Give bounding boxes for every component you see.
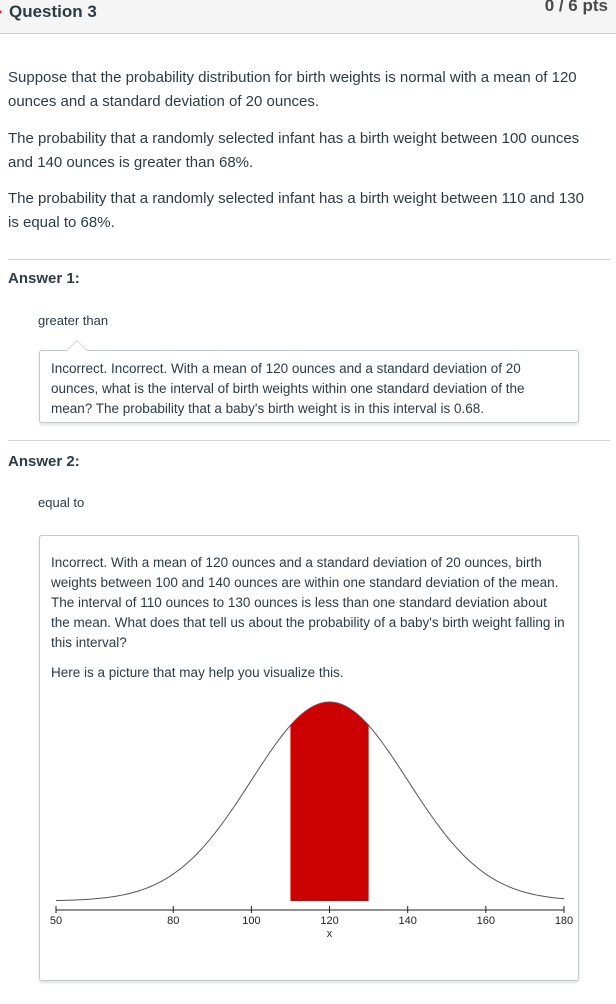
x-tick-label-160: 160 <box>476 915 496 927</box>
x-tick-label-120: 120 <box>320 915 339 927</box>
x-tick-label-80: 80 <box>167 915 180 927</box>
x-tick-label-180: 180 <box>554 915 574 927</box>
answer-2-feedback-hint: Here is a picture that may help you visualize this. <box>51 665 344 680</box>
x-axis-label: x <box>326 928 333 940</box>
incorrect-marker-icon <box>0 6 2 18</box>
answer-2-feedback-text: Incorrect. With a mean of 120 ounces and a standard deviation of 20 ounces, birth weights between 100 and 140 ounces are within one standard deviation of the mean. The interval of 110 ounces to 130 ounces is less than one standard deviation about the mean. What does that tell us about the probability of a baby's birth weight falling in this interval? <box>51 555 565 650</box>
normal-distribution-chart <box>49 696 574 952</box>
question-points: 0 / 6 pts <box>544 0 608 15</box>
answer-1-feedback <box>39 350 579 423</box>
question-paragraph-2: The probability that a randomly selected infant has a birth weight between 100 ounces and 140 ounces is greater than 68%. <box>8 130 580 171</box>
question-paragraph-1: Suppose that the probability distribution for birth weights is normal with a mean of 120 ounces and a standard deviation of 20 ounces. <box>8 69 577 110</box>
answer-2-feedback <box>39 535 579 981</box>
divider <box>8 259 610 260</box>
normal-curve-svg <box>49 696 574 952</box>
x-tick-label-50: 50 <box>49 915 63 927</box>
question-title: Question 3 <box>9 2 97 21</box>
answer-1-label: Answer 1: <box>8 270 80 287</box>
callout-arrow-fill <box>67 341 87 351</box>
question-paragraph-3: The probability that a randomly selected infant has a birth weight between 110 and 130 is equal to 68%. <box>8 190 584 231</box>
question-header <box>0 0 616 34</box>
answer-1-value: greater than <box>38 313 109 328</box>
x-tick-label-100: 100 <box>242 915 261 927</box>
answer-2-label: Answer 2: <box>8 453 80 470</box>
x-tick-label-140: 140 <box>398 915 417 927</box>
answer-2-value: equal to <box>38 495 85 510</box>
answer-1-feedback-text: Incorrect. Incorrect. With a mean of 120 ounces and a standard deviation of 20 ounces, what is the interval of birth weights within one standard deviation of the mean? The probability that a baby's birth weight is in this interval is 0.68. <box>51 361 525 416</box>
divider <box>8 440 610 441</box>
shaded-interval-area <box>290 702 368 901</box>
